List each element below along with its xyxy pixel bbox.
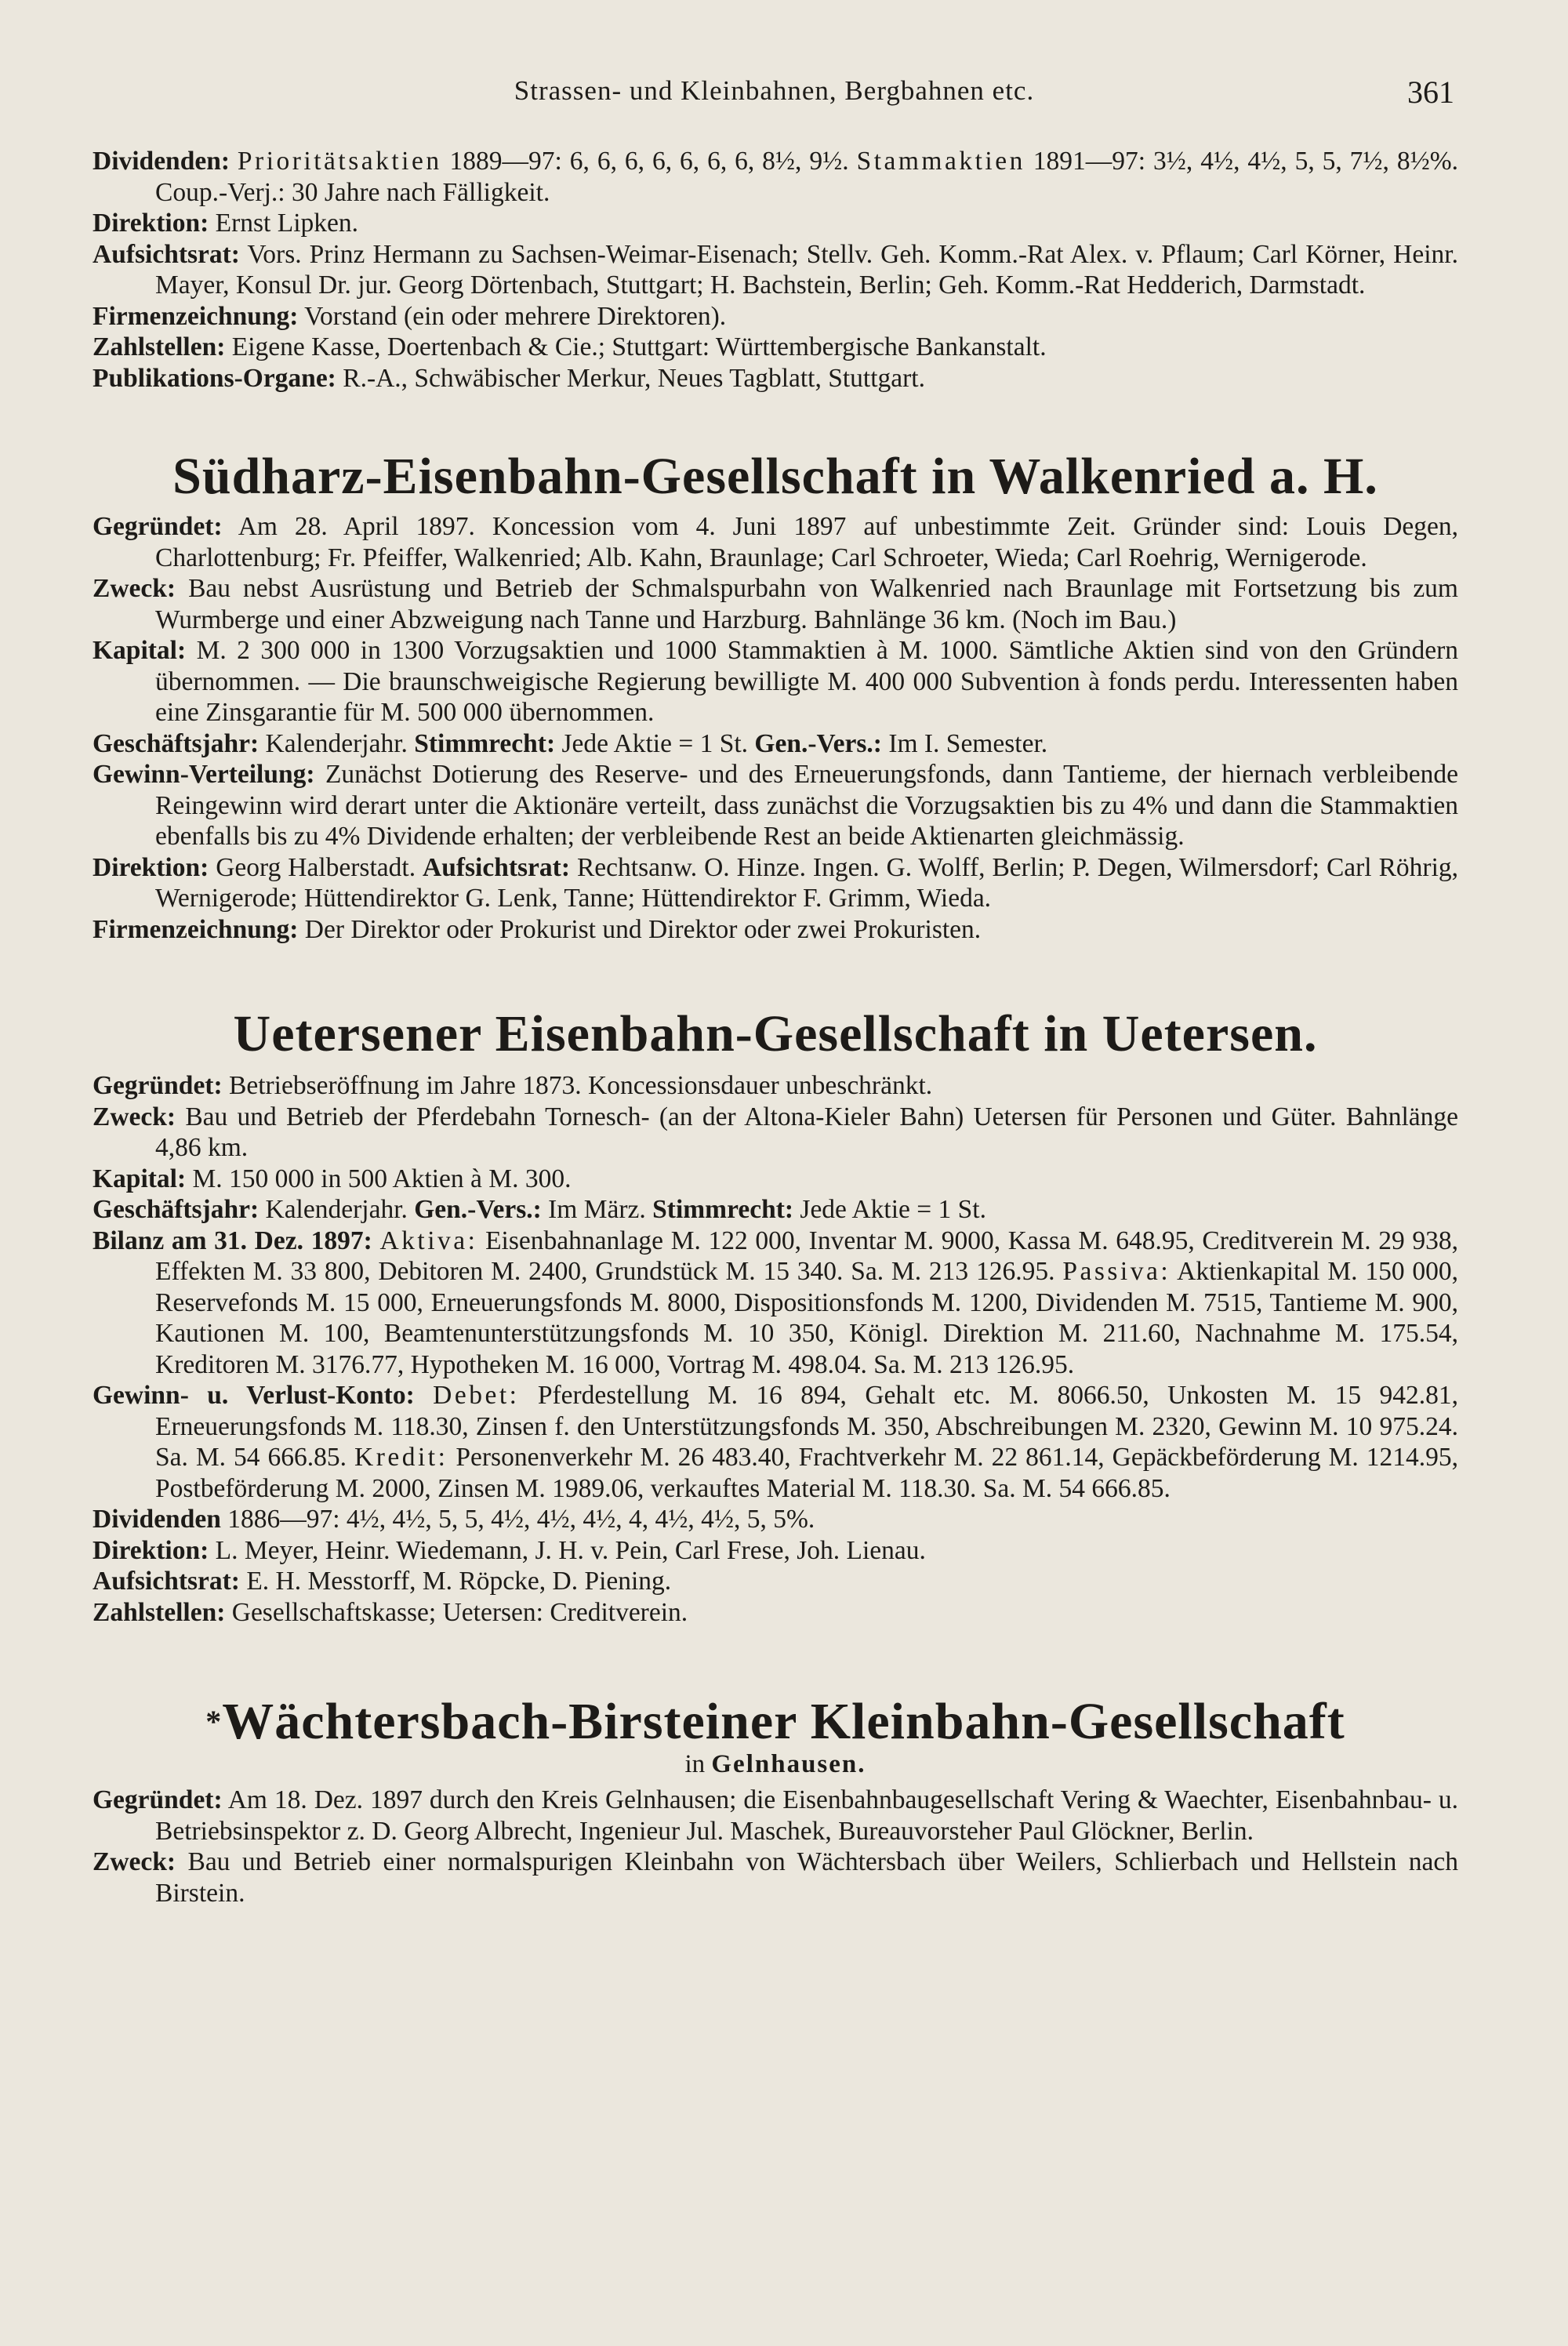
entry-text: Vors. Prinz Hermann zu Sachsen-Weimar-Eisenach; Stellv. Geh. Komm.-Rat Alex. v. Pflaum; Carl Körner, Heinr. Mayer, Konsul Dr. jur. Georg Dörtenbach, Stuttgart; H. Bachstein, Berlin; Geh. Komm.-Rat Hedderich, Darmstadt. <box>155 239 1458 300</box>
entry-label: Kapital: <box>93 636 187 665</box>
entry-text: M. 150 000 in 500 Aktien à M. 300. <box>192 1164 572 1193</box>
entry-aufsichtsrat <box>93 239 1458 301</box>
entry-text: Bau nebst Ausrüstung und Betrieb der Schmalspurbahn von Walkenried nach Braunlage mit Fortsetzung bis zum Wurmberge und einer Abzweigung nach Tanne und Harzburg. Bahnlänge 36 km. (Noch im Bau.) <box>155 574 1458 634</box>
entry-dividenden <box>93 146 1458 208</box>
entry-label: Aufsichtsrat: <box>423 852 570 882</box>
entry-label: Zweck: <box>93 1102 176 1131</box>
entry-text: Bau und Betrieb einer normalspurigen Kleinbahn von Wächtersbach über Weilers, Schlierbach und Hellstein nach Birstein. <box>155 1847 1458 1908</box>
entry-text: R.-A., Schwäbischer Merkur, Neues Tagblatt, Stuttgart. <box>343 363 925 393</box>
entry-text: Jede Aktie = 1 St. <box>561 728 749 758</box>
entry-label: Direktion: <box>93 1535 209 1565</box>
entry-gegruendet <box>93 511 1458 573</box>
entry-text: Der Direktor oder Prokurist und Direktor oder zwei Prokuristen. <box>304 914 982 944</box>
entry-label: Stimmrecht: <box>414 728 556 758</box>
entry-direktion <box>93 1535 1458 1567</box>
entry-label: Firmenzeichnung: <box>93 301 299 331</box>
entry-text: L. Meyer, Heinr. Wiedemann, J. H. v. Pein, Carl Frese, Joh. Lienau. <box>215 1535 926 1565</box>
page-header <box>94 74 1454 121</box>
entry-text: Vorstand (ein oder mehrere Direktoren). <box>304 301 727 331</box>
page-content <box>93 146 1458 1908</box>
entry-label: Gegründet: <box>93 1785 223 1814</box>
spaced-term: Debet: <box>433 1381 520 1410</box>
entry-label: Publikations-Organe: <box>93 363 336 393</box>
entry-kapital <box>93 1164 1458 1195</box>
entry-direktion <box>93 852 1458 914</box>
company-title-waechtersbach <box>93 1690 1458 1753</box>
spaced-term: Stammaktien <box>856 147 1025 176</box>
spaced-term: Prioritätsaktien <box>237 147 442 176</box>
running-head: Strassen- und Kleinbahnen, Bergbahnen etc. <box>514 75 1035 106</box>
entry-zweck <box>93 1102 1458 1164</box>
entry-label: Gewinn-Verteilung: <box>93 760 315 789</box>
entry-bilanz <box>93 1226 1458 1381</box>
spaced-term: Aktiva: <box>379 1226 478 1255</box>
entry-zahlstellen <box>93 1597 1458 1629</box>
entry-text: Eigene Kasse, Doertenbach & Cie.; Stuttgart: Württembergische Bankanstalt. <box>231 332 1047 361</box>
entry-label: Aufsichtsrat: <box>93 239 240 269</box>
entry-zweck <box>93 573 1458 635</box>
entry-text: Im I. Semester. <box>888 728 1048 758</box>
entry-label: Geschäftsjahr: <box>93 1195 260 1224</box>
entry-label: Zweck: <box>93 574 176 603</box>
entry-gegruendet <box>93 1070 1458 1102</box>
entry-label: Dividenden <box>93 1505 221 1534</box>
entry-text: Pferdestellung M. 16 894, Gehalt etc. M. 8066.50, Unkosten M. 15 942.81, Erneuerungsfonds M. 118.30, Zinsen f. den Unterstützungsfonds M. 350, Abschreibungen M. 2320, Gewinn M. 10 975.24. Sa. M. 54 666.85. <box>155 1381 1458 1472</box>
entry-text: Personenverkehr M. 26 483.40, Frachtverkehr M. 22 861.14, Gepäckbeförderung M. 1214.95, Postbeförderung M. 2000, Zinsen M. 1989.06, verkauftes Material M. 118.30. Sa. M. 54 666.85. <box>155 1443 1459 1503</box>
entry-gewinn-verlust-konto <box>93 1380 1458 1504</box>
entry-text: Georg Halberstadt. <box>216 852 416 882</box>
entry-text: Bau und Betrieb der Pferdebahn Tornesch- (an der Altona-Kieler Bahn) Uetersen für Personen und Güter. Bahnlänge 4,86 km. <box>155 1102 1458 1162</box>
company-location <box>93 1749 1458 1780</box>
entry-zahlstellen <box>93 332 1458 363</box>
asterisk-mark: * <box>205 1704 223 1739</box>
entry-label: Gen.-Vers.: <box>414 1195 542 1224</box>
entry-dividenden <box>93 1504 1458 1535</box>
entry-label: Aufsichtsrat: <box>93 1567 240 1596</box>
entry-firmenzeichnung <box>93 301 1458 332</box>
company-title-text: Wächtersbach-Birsteiner Kleinbahn-Gesellschaft <box>222 1693 1345 1750</box>
entry-label: Gewinn- u. Verlust-Konto: <box>93 1381 415 1410</box>
entry-text: 1889—97: 6, 6, 6, 6, 6, 6, 6, 8½, 9½. <box>449 147 849 176</box>
company-title-suedharz: Südharz-Eisenbahn-Gesellschaft in Walkenried a. H. <box>172 448 1378 505</box>
entry-label: Stimmrecht: <box>652 1195 794 1224</box>
entry-text: Zunächst Dotierung des Reserve- und des Erneuerungsfonds, dann Tantieme, der hiernach verbleibende Reingewinn wird derart unter die Aktionäre verteilt, dass zunächst die Vorzugsaktien bis zu 4% und dann die Stammaktien ebenfalls bis zu 4% Dividende erhalten; der verbleibende Rest an beide Aktienarten gleichmässig. <box>155 760 1458 851</box>
entry-text: Ernst Lipken. <box>215 209 358 238</box>
entry-label: Firmenzeichnung: <box>93 914 299 944</box>
entry-label: Zahlstellen: <box>93 332 226 361</box>
entry-text: Rechtsanw. O. Hinze. Ingen. G. Wolff, Berlin; P. Degen, Wilmersdorf; Carl Röhrig, Wernigerode; Hüttendirektor G. Lenk, Tanne; Hüttendirektor F. Grimm, Wieda. <box>155 852 1458 913</box>
page-number: 361 <box>1407 74 1454 110</box>
entry-text: Gesellschaftskasse; Uetersen: Creditverein. <box>231 1597 688 1627</box>
entry-label: Dividenden: <box>93 147 230 176</box>
entry-geschaeftsjahr <box>93 1194 1458 1226</box>
entry-zweck <box>93 1847 1458 1908</box>
entry-text: Kalenderjahr. <box>265 728 408 758</box>
entry-geschaeftsjahr <box>93 728 1458 760</box>
entry-text: Jede Aktie = 1 St. <box>800 1195 986 1224</box>
entry-label: Gen.-Vers.: <box>754 728 882 758</box>
entry-text: Am 18. Dez. 1897 durch den Kreis Gelnhausen; die Eisenbahnbaugesellschaft Vering & Waechter, Eisenbahnbau- u. Betriebsinspektor z. D. Georg Albrecht, Ingenieur Jul. Maschek, Bureauvorsteher Paul Glöckner, Berlin. <box>155 1785 1458 1846</box>
entry-label: Direktion: <box>93 852 209 882</box>
entry-text: Betriebseröffnung im Jahre 1873. Koncessionsdauer unbeschränkt. <box>229 1071 933 1100</box>
location-prefix: in <box>684 1750 706 1778</box>
entry-text: Kalenderjahr. <box>265 1195 408 1224</box>
spaced-term: Passiva: <box>1062 1257 1171 1286</box>
entry-gegruendet <box>93 1785 1458 1847</box>
entry-aufsichtsrat <box>93 1566 1458 1597</box>
location-name: Gelnhausen. <box>711 1750 866 1778</box>
entry-direktion <box>93 208 1458 239</box>
entry-text: Eisenbahnanlage M. 122 000, Inventar M. 9000, Kassa M. 648.95, Creditverein M. 29 938, Effekten M. 33 800, Debitoren M. 2400, Grundstück M. 15 340. Sa. M. 213 126.95. <box>155 1226 1459 1286</box>
entry-label: Geschäftsjahr: <box>93 728 260 758</box>
entry-kapital <box>93 635 1458 728</box>
entry-text: 1891—97: 3½, 4½, 4½, 5, 5, 7½, 8½%. Coup.-Verj.: 30 Jahre nach Fälligkeit. <box>155 147 1459 207</box>
entry-label: Zweck: <box>93 1847 176 1876</box>
entry-label: Kapital: <box>93 1164 187 1193</box>
entry-publikations-organe <box>93 363 1458 394</box>
entry-gewinn-verteilung <box>93 759 1458 852</box>
entry-firmenzeichnung <box>93 914 1458 946</box>
entry-text: 1886—97: 4½, 4½, 5, 5, 4½, 4½, 4½, 4, 4½, 4½, 5, 5%. <box>227 1505 815 1534</box>
entry-label: Zahlstellen: <box>93 1597 226 1627</box>
entry-label: Direktion: <box>93 209 209 238</box>
entry-label: Bilanz am 31. Dez. 1897: <box>93 1226 372 1255</box>
entry-text: E. H. Messtorff, M. Röpcke, D. Piening. <box>246 1567 672 1596</box>
entry-text: Am 28. April 1897. Koncession vom 4. Juni 1897 auf unbestimmte Zeit. Gründer sind: Louis Degen, Charlottenburg; Fr. Pfeiffer, Walkenried; Alb. Kahn, Braunlage; Carl Schroeter, Wieda; Carl Roehrig, Wernigerode. <box>155 512 1459 572</box>
spaced-term: Kredit: <box>354 1443 448 1472</box>
entry-text: M. 2 300 000 in 1300 Vorzugsaktien und 1000 Stammaktien à M. 1000. Sämtliche Aktien sind von den Gründern übernommen. — Die braunschweigische Regierung bewilligte M. 400 000 Subvention à fonds perdu. Interessenten haben eine Zinsgarantie für M. 500 000 übernommen. <box>155 636 1459 727</box>
entry-label: Gegründet: <box>93 512 223 541</box>
entry-label: Gegründet: <box>93 1071 223 1100</box>
company-title-uetersen: Uetersener Eisenbahn-Gesellschaft in Uetersen. <box>233 1005 1318 1062</box>
entry-text: Im März. <box>548 1195 646 1224</box>
entry-text: Aktienkapital M. 150 000, Reservefonds M. 15 000, Erneuerungsfonds M. 8000, Dispositionsfonds M. 1200, Dividenden M. 7515, Tantieme M. 900, Kautionen M. 100, Beamtenunterstützungsfonds M. 10 350, Königl. Direktion M. 211.60, Nachnahme M. 175.54, Kreditoren M. 3176.77, Hypotheken M. 16 000, Vortrag M. 498.04. Sa. M. 213 126.95. <box>155 1257 1459 1379</box>
